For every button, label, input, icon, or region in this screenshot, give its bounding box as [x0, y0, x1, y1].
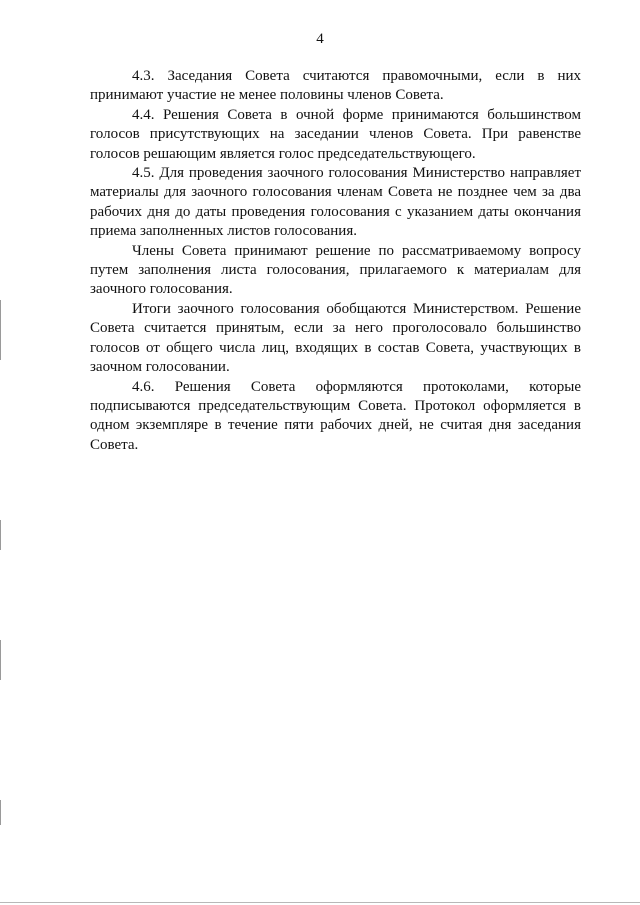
paragraph-4-5: 4.5. Для проведения заочного голосования Министерство направляет материалы для заочного голосования членам Совета не позднее чем за два рабочих дня до даты проведения голосования с указанием даты окончания приема заполненных листов голосования. [90, 165, 581, 240]
page-number: 4 [316, 31, 324, 47]
paragraph-voting-results: Итоги заочного голосования обобщаются Министерством. Решение Совета считается принятым, если за него проголосовало большинство голосов от общего числа лиц, входящих в состав Совета, участвующих в заочном голосовании. [90, 300, 581, 376]
paragraph-members-decision: Члены Совета принимают решение по рассматриваемому вопросу путем заполнения листа голосования, прилагаемого к материалам для заочного голосования. [90, 242, 581, 298]
paragraph-4-4: 4.4. Решения Совета в очной форме принимаются большинством голосов присутствующих на заседании членов Совета. При равенстве голосов решающим является голос председательствующего. [90, 106, 581, 162]
scan-edge-mark [0, 520, 1, 550]
paragraph-4-6: 4.6. Решения Совета оформляются протоколами, которые подписываются председательствующим Совета. Протокол оформляется в одном экземпляре в течение пяти рабочих дней, не считая дня заседания Совета. [90, 378, 581, 453]
paragraph-4-3: 4.3. Заседания Совета считаются правомочными, если в них принимают участие не менее половины членов Совета. [90, 68, 581, 104]
scan-edge-mark [0, 640, 1, 680]
scan-edge-mark [0, 800, 1, 825]
document-body [90, 67, 581, 455]
scan-edge-mark [0, 300, 1, 360]
scan-bottom-edge [0, 902, 640, 903]
